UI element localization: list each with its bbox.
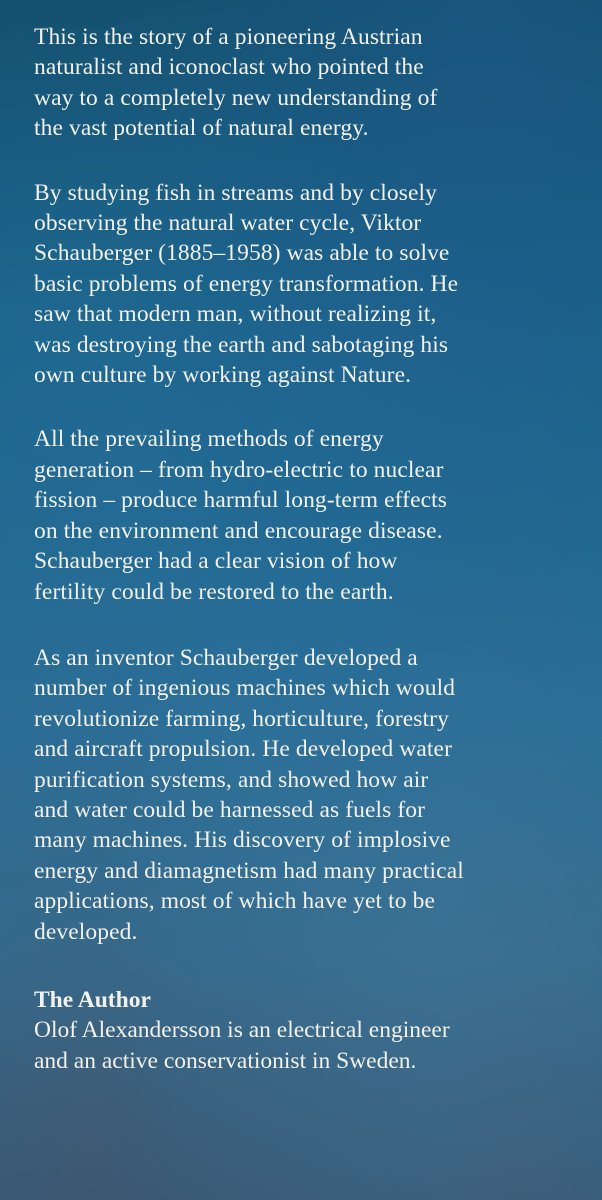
text-line: energy and diamagnetism had many practical <box>34 857 464 884</box>
text-line: observing the natural water cycle, Viktor <box>34 210 422 237</box>
text-line: many machines. His discovery of implosive <box>34 827 451 854</box>
paragraph-inventor <box>34 643 584 947</box>
author-bio <box>34 1015 584 1076</box>
text-line: revolutionize farming, horticulture, forestry <box>34 705 449 732</box>
text-line: This is the story of a pioneering Austrian <box>34 24 423 50</box>
text-line: number of ingenious machines which would <box>34 675 456 702</box>
author-heading: The Author <box>34 986 151 1013</box>
paragraph-fish-study <box>34 178 584 391</box>
author-section <box>34 985 584 1076</box>
text-line: saw that modern man, without realizing it, <box>34 301 437 328</box>
text-line: and water could be harnessed as fuels for <box>34 796 426 823</box>
text-line: was destroying the earth and sabotaging his <box>34 331 449 358</box>
text-line: naturalist and iconoclast who pointed the <box>34 54 424 81</box>
text-line: generation – from hydro-electric to nuclear <box>34 456 444 483</box>
text-line: and an active conservationist in Sweden. <box>34 1047 417 1074</box>
back-cover-text <box>34 22 584 1076</box>
text-line: on the environment and encourage disease. <box>34 517 443 544</box>
paragraph-intro <box>34 22 584 144</box>
text-line: Schauberger had a clear vision of how <box>34 548 398 575</box>
text-line: and aircraft propulsion. He developed water <box>34 736 452 763</box>
text-line: own culture by working against Nature. <box>34 362 412 389</box>
text-line: All the prevailing methods of energy <box>34 426 384 453</box>
text-line: fission – produce harmful long-term effects <box>34 487 448 514</box>
text-line: Olof Alexandersson is an electrical engineer <box>34 1017 450 1044</box>
text-line: the vast potential of natural energy. <box>34 115 369 142</box>
text-line: By studying fish in streams and by closely <box>34 179 438 206</box>
text-line: fertility could be restored to the earth. <box>34 578 394 605</box>
text-line: applications, most of which have yet to be <box>34 888 435 915</box>
text-line: purification systems, and showed how air <box>34 766 429 793</box>
text-line: way to a completely new understanding of <box>34 84 438 111</box>
text-line: basic problems of energy transformation. He <box>34 270 459 297</box>
text-line: developed. <box>34 918 138 945</box>
text-line: Schauberger (1885–1958) was able to solve <box>34 240 450 267</box>
paragraph-energy-methods <box>34 424 584 606</box>
text-line: As an inventor Schauberger developed a <box>34 644 418 671</box>
